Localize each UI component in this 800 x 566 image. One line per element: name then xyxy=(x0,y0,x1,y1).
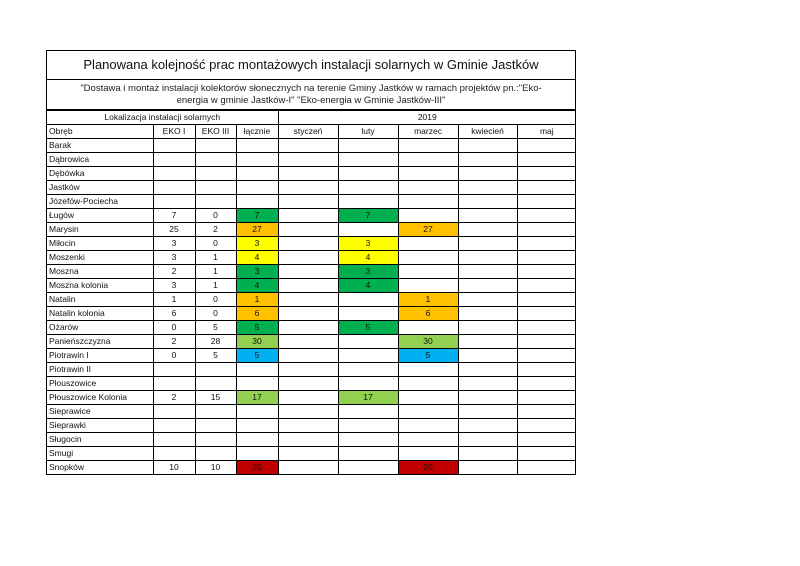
month-cell xyxy=(458,433,517,447)
table-row xyxy=(47,349,576,363)
month-cell xyxy=(278,433,338,447)
total-cell xyxy=(236,181,278,195)
month-cell xyxy=(338,433,398,447)
eko1-cell xyxy=(153,433,195,447)
table-row xyxy=(47,195,576,209)
table-body xyxy=(47,139,576,475)
obreb-cell: Smugi xyxy=(47,447,153,461)
column-header: styczeń xyxy=(278,125,338,139)
month-cell xyxy=(278,391,338,405)
total-cell: 5 xyxy=(236,321,278,335)
month-cell xyxy=(338,139,398,153)
eko3-cell xyxy=(195,139,236,153)
eko1-cell: 2 xyxy=(153,265,195,279)
eko3-cell: 15 xyxy=(195,391,236,405)
table-row xyxy=(47,391,576,405)
month-cell xyxy=(517,335,576,349)
obreb-cell: Płouszowice Kolonia xyxy=(47,391,153,405)
month-cell xyxy=(398,139,458,153)
table-row xyxy=(47,237,576,251)
month-cell xyxy=(458,251,517,265)
column-header-row xyxy=(47,125,576,139)
month-cell xyxy=(278,167,338,181)
total-cell: 30 xyxy=(236,335,278,349)
table-row xyxy=(47,461,576,475)
total-cell xyxy=(236,195,278,209)
month-cell: 5 xyxy=(398,349,458,363)
month-cell xyxy=(517,461,576,475)
eko1-cell: 2 xyxy=(153,335,195,349)
month-cell xyxy=(338,293,398,307)
month-cell xyxy=(517,349,576,363)
schedule-sheet xyxy=(46,50,576,475)
table-row xyxy=(47,209,576,223)
month-cell xyxy=(398,447,458,461)
eko3-cell xyxy=(195,167,236,181)
month-cell xyxy=(517,293,576,307)
month-cell xyxy=(398,209,458,223)
total-cell xyxy=(236,139,278,153)
total-cell: 27 xyxy=(236,223,278,237)
obreb-cell: Ożarów xyxy=(47,321,153,335)
month-cell xyxy=(517,433,576,447)
table-row xyxy=(47,181,576,195)
obreb-cell: Natalin kolonia xyxy=(47,307,153,321)
total-cell: 3 xyxy=(236,265,278,279)
eko3-cell xyxy=(195,447,236,461)
month-cell xyxy=(398,167,458,181)
month-cell xyxy=(458,293,517,307)
eko1-cell xyxy=(153,419,195,433)
month-cell xyxy=(398,181,458,195)
month-cell xyxy=(278,195,338,209)
month-cell xyxy=(338,419,398,433)
total-cell: 7 xyxy=(236,209,278,223)
month-cell xyxy=(517,321,576,335)
month-cell xyxy=(338,447,398,461)
month-cell xyxy=(278,405,338,419)
month-cell: 4 xyxy=(338,279,398,293)
month-cell xyxy=(398,251,458,265)
eko1-cell xyxy=(153,195,195,209)
month-cell xyxy=(398,419,458,433)
subtitle-line-1: "Dostawa i montaż instalacji kolektorów słonecznych na terenie Gminy Jastków w ramach projektów pn.:"Eko- xyxy=(80,83,542,94)
month-cell xyxy=(458,181,517,195)
month-cell xyxy=(278,461,338,475)
month-cell xyxy=(458,419,517,433)
eko3-cell: 5 xyxy=(195,349,236,363)
total-cell: 5 xyxy=(236,349,278,363)
month-cell xyxy=(398,153,458,167)
obreb-cell: Natalin xyxy=(47,293,153,307)
obreb-cell: Panieńszczyzna xyxy=(47,335,153,349)
month-cell xyxy=(517,405,576,419)
month-cell xyxy=(458,307,517,321)
table-row xyxy=(47,153,576,167)
month-cell xyxy=(517,139,576,153)
month-cell xyxy=(278,335,338,349)
obreb-cell: Sieprawice xyxy=(47,405,153,419)
schedule-table xyxy=(47,110,576,474)
month-cell xyxy=(517,167,576,181)
month-cell xyxy=(278,419,338,433)
month-cell xyxy=(338,223,398,237)
month-cell xyxy=(398,321,458,335)
table-row xyxy=(47,139,576,153)
table-row xyxy=(47,405,576,419)
month-cell xyxy=(517,391,576,405)
eko1-cell: 3 xyxy=(153,279,195,293)
obreb-cell: Piotrawin I xyxy=(47,349,153,363)
month-cell xyxy=(458,335,517,349)
total-cell xyxy=(236,405,278,419)
eko3-cell: 28 xyxy=(195,335,236,349)
table-row xyxy=(47,433,576,447)
month-cell xyxy=(517,181,576,195)
total-cell: 4 xyxy=(236,251,278,265)
month-cell xyxy=(338,335,398,349)
column-header: marzec xyxy=(398,125,458,139)
column-header: kwiecień xyxy=(458,125,517,139)
month-cell xyxy=(458,237,517,251)
eko3-cell xyxy=(195,377,236,391)
month-cell xyxy=(338,195,398,209)
eko3-cell: 1 xyxy=(195,279,236,293)
eko1-cell: 7 xyxy=(153,209,195,223)
month-cell xyxy=(517,251,576,265)
table-row xyxy=(47,279,576,293)
month-cell xyxy=(278,153,338,167)
month-cell xyxy=(278,139,338,153)
month-cell xyxy=(398,363,458,377)
month-cell xyxy=(398,265,458,279)
eko3-cell: 1 xyxy=(195,251,236,265)
obreb-cell: Dębówka xyxy=(47,167,153,181)
month-cell xyxy=(517,153,576,167)
eko3-cell xyxy=(195,363,236,377)
month-cell xyxy=(338,181,398,195)
table-row xyxy=(47,223,576,237)
eko1-cell: 1 xyxy=(153,293,195,307)
month-cell xyxy=(517,377,576,391)
month-cell xyxy=(278,447,338,461)
eko1-cell xyxy=(153,153,195,167)
column-header: łącznie xyxy=(236,125,278,139)
eko1-cell: 0 xyxy=(153,321,195,335)
month-cell xyxy=(517,363,576,377)
total-cell: 1 xyxy=(236,293,278,307)
month-cell xyxy=(458,139,517,153)
month-cell xyxy=(338,307,398,321)
eko1-cell xyxy=(153,363,195,377)
month-cell xyxy=(458,195,517,209)
obreb-cell: Jastków xyxy=(47,181,153,195)
month-cell xyxy=(338,153,398,167)
month-cell: 6 xyxy=(398,307,458,321)
eko1-cell xyxy=(153,377,195,391)
month-cell xyxy=(458,363,517,377)
obreb-cell: Miłocin xyxy=(47,237,153,251)
eko1-cell xyxy=(153,405,195,419)
eko1-cell: 0 xyxy=(153,349,195,363)
sheet-subtitle xyxy=(47,80,575,110)
eko3-cell: 0 xyxy=(195,237,236,251)
eko1-cell: 6 xyxy=(153,307,195,321)
column-header: Obręb xyxy=(47,125,153,139)
eko1-cell: 2 xyxy=(153,391,195,405)
month-cell xyxy=(458,447,517,461)
obreb-cell: Moszenki xyxy=(47,251,153,265)
month-cell: 5 xyxy=(338,321,398,335)
table-row xyxy=(47,167,576,181)
obreb-cell: Płouszowice xyxy=(47,377,153,391)
obreb-cell: Ługów xyxy=(47,209,153,223)
total-cell xyxy=(236,447,278,461)
total-cell xyxy=(236,377,278,391)
eko1-cell: 25 xyxy=(153,223,195,237)
total-cell xyxy=(236,153,278,167)
month-cell xyxy=(278,279,338,293)
month-cell xyxy=(517,237,576,251)
eko3-cell: 10 xyxy=(195,461,236,475)
month-cell xyxy=(458,349,517,363)
column-header: maj xyxy=(517,125,576,139)
eko1-cell: 10 xyxy=(153,461,195,475)
eko3-cell xyxy=(195,153,236,167)
month-cell xyxy=(458,461,517,475)
eko1-cell xyxy=(153,447,195,461)
eko3-cell xyxy=(195,181,236,195)
month-cell xyxy=(398,405,458,419)
eko3-cell xyxy=(195,419,236,433)
eko3-cell: 0 xyxy=(195,209,236,223)
month-cell xyxy=(338,363,398,377)
table-row xyxy=(47,265,576,279)
total-cell: 20 xyxy=(236,461,278,475)
eko3-cell: 0 xyxy=(195,293,236,307)
obreb-cell: Sługocin xyxy=(47,433,153,447)
eko1-cell xyxy=(153,167,195,181)
obreb-cell: Barak xyxy=(47,139,153,153)
month-cell xyxy=(458,209,517,223)
table-row xyxy=(47,419,576,433)
month-cell: 17 xyxy=(338,391,398,405)
month-cell xyxy=(458,223,517,237)
month-cell xyxy=(338,167,398,181)
table-row xyxy=(47,447,576,461)
month-cell xyxy=(458,321,517,335)
column-header: luty xyxy=(338,125,398,139)
month-cell xyxy=(278,321,338,335)
month-cell xyxy=(458,279,517,293)
table-row xyxy=(47,335,576,349)
table-row xyxy=(47,363,576,377)
total-cell xyxy=(236,167,278,181)
month-cell: 7 xyxy=(338,209,398,223)
total-cell xyxy=(236,419,278,433)
total-cell: 4 xyxy=(236,279,278,293)
total-cell xyxy=(236,433,278,447)
table-row xyxy=(47,251,576,265)
month-cell xyxy=(517,223,576,237)
table-row xyxy=(47,307,576,321)
eko3-cell xyxy=(195,433,236,447)
month-cell xyxy=(398,195,458,209)
month-cell xyxy=(517,209,576,223)
eko1-cell: 3 xyxy=(153,237,195,251)
obreb-cell: Józefów-Pociecha xyxy=(47,195,153,209)
obreb-cell: Moszna xyxy=(47,265,153,279)
month-cell xyxy=(398,237,458,251)
month-cell: 4 xyxy=(338,251,398,265)
month-cell xyxy=(278,377,338,391)
month-cell xyxy=(458,167,517,181)
month-cell xyxy=(517,265,576,279)
year-header: 2019 xyxy=(278,111,576,125)
eko3-cell xyxy=(195,195,236,209)
table-row xyxy=(47,321,576,335)
eko3-cell: 1 xyxy=(195,265,236,279)
column-header: EKO III xyxy=(195,125,236,139)
sheet-title: Planowana kolejność prac montażowych instalacji solarnych w Gminie Jastków xyxy=(47,51,575,80)
month-cell xyxy=(398,433,458,447)
month-cell xyxy=(517,279,576,293)
month-cell xyxy=(278,293,338,307)
obreb-cell: Moszna kolonia xyxy=(47,279,153,293)
month-cell xyxy=(458,391,517,405)
eko1-cell xyxy=(153,139,195,153)
eko3-cell: 5 xyxy=(195,321,236,335)
month-cell xyxy=(338,405,398,419)
month-cell xyxy=(278,209,338,223)
eko3-cell: 2 xyxy=(195,223,236,237)
month-cell xyxy=(398,391,458,405)
total-cell: 17 xyxy=(236,391,278,405)
subtitle-line-2: energia w gminie Jastków-I" "Eko-energia w Gminie Jastków-III" xyxy=(176,95,446,106)
total-cell xyxy=(236,363,278,377)
month-cell xyxy=(517,195,576,209)
column-header: EKO I xyxy=(153,125,195,139)
month-cell xyxy=(458,377,517,391)
month-cell xyxy=(278,349,338,363)
month-cell xyxy=(278,223,338,237)
eko3-cell xyxy=(195,405,236,419)
obreb-cell: Sieprawki xyxy=(47,419,153,433)
month-cell xyxy=(517,447,576,461)
location-group-header: Lokalizacja instalacji solarnych xyxy=(47,111,278,125)
month-cell xyxy=(338,349,398,363)
month-cell xyxy=(278,265,338,279)
table-row xyxy=(47,293,576,307)
month-cell xyxy=(338,377,398,391)
total-cell: 3 xyxy=(236,237,278,251)
month-cell xyxy=(398,279,458,293)
month-cell xyxy=(517,419,576,433)
month-cell xyxy=(278,363,338,377)
month-cell xyxy=(278,307,338,321)
month-cell xyxy=(458,405,517,419)
month-cell xyxy=(517,307,576,321)
month-cell xyxy=(278,237,338,251)
month-cell: 3 xyxy=(338,237,398,251)
obreb-cell: Piotrawin II xyxy=(47,363,153,377)
obreb-cell: Dąbrowica xyxy=(47,153,153,167)
eko3-cell: 0 xyxy=(195,307,236,321)
table-row xyxy=(47,377,576,391)
month-cell: 3 xyxy=(338,265,398,279)
month-cell xyxy=(338,461,398,475)
obreb-cell: Snopków xyxy=(47,461,153,475)
group-header-row xyxy=(47,111,576,125)
month-cell: 30 xyxy=(398,335,458,349)
month-cell: 20 xyxy=(398,461,458,475)
month-cell xyxy=(398,377,458,391)
month-cell xyxy=(278,181,338,195)
month-cell xyxy=(458,153,517,167)
total-cell: 6 xyxy=(236,307,278,321)
eko1-cell xyxy=(153,181,195,195)
eko1-cell: 3 xyxy=(153,251,195,265)
month-cell xyxy=(458,265,517,279)
month-cell xyxy=(278,251,338,265)
obreb-cell: Marysin xyxy=(47,223,153,237)
month-cell: 27 xyxy=(398,223,458,237)
month-cell: 1 xyxy=(398,293,458,307)
